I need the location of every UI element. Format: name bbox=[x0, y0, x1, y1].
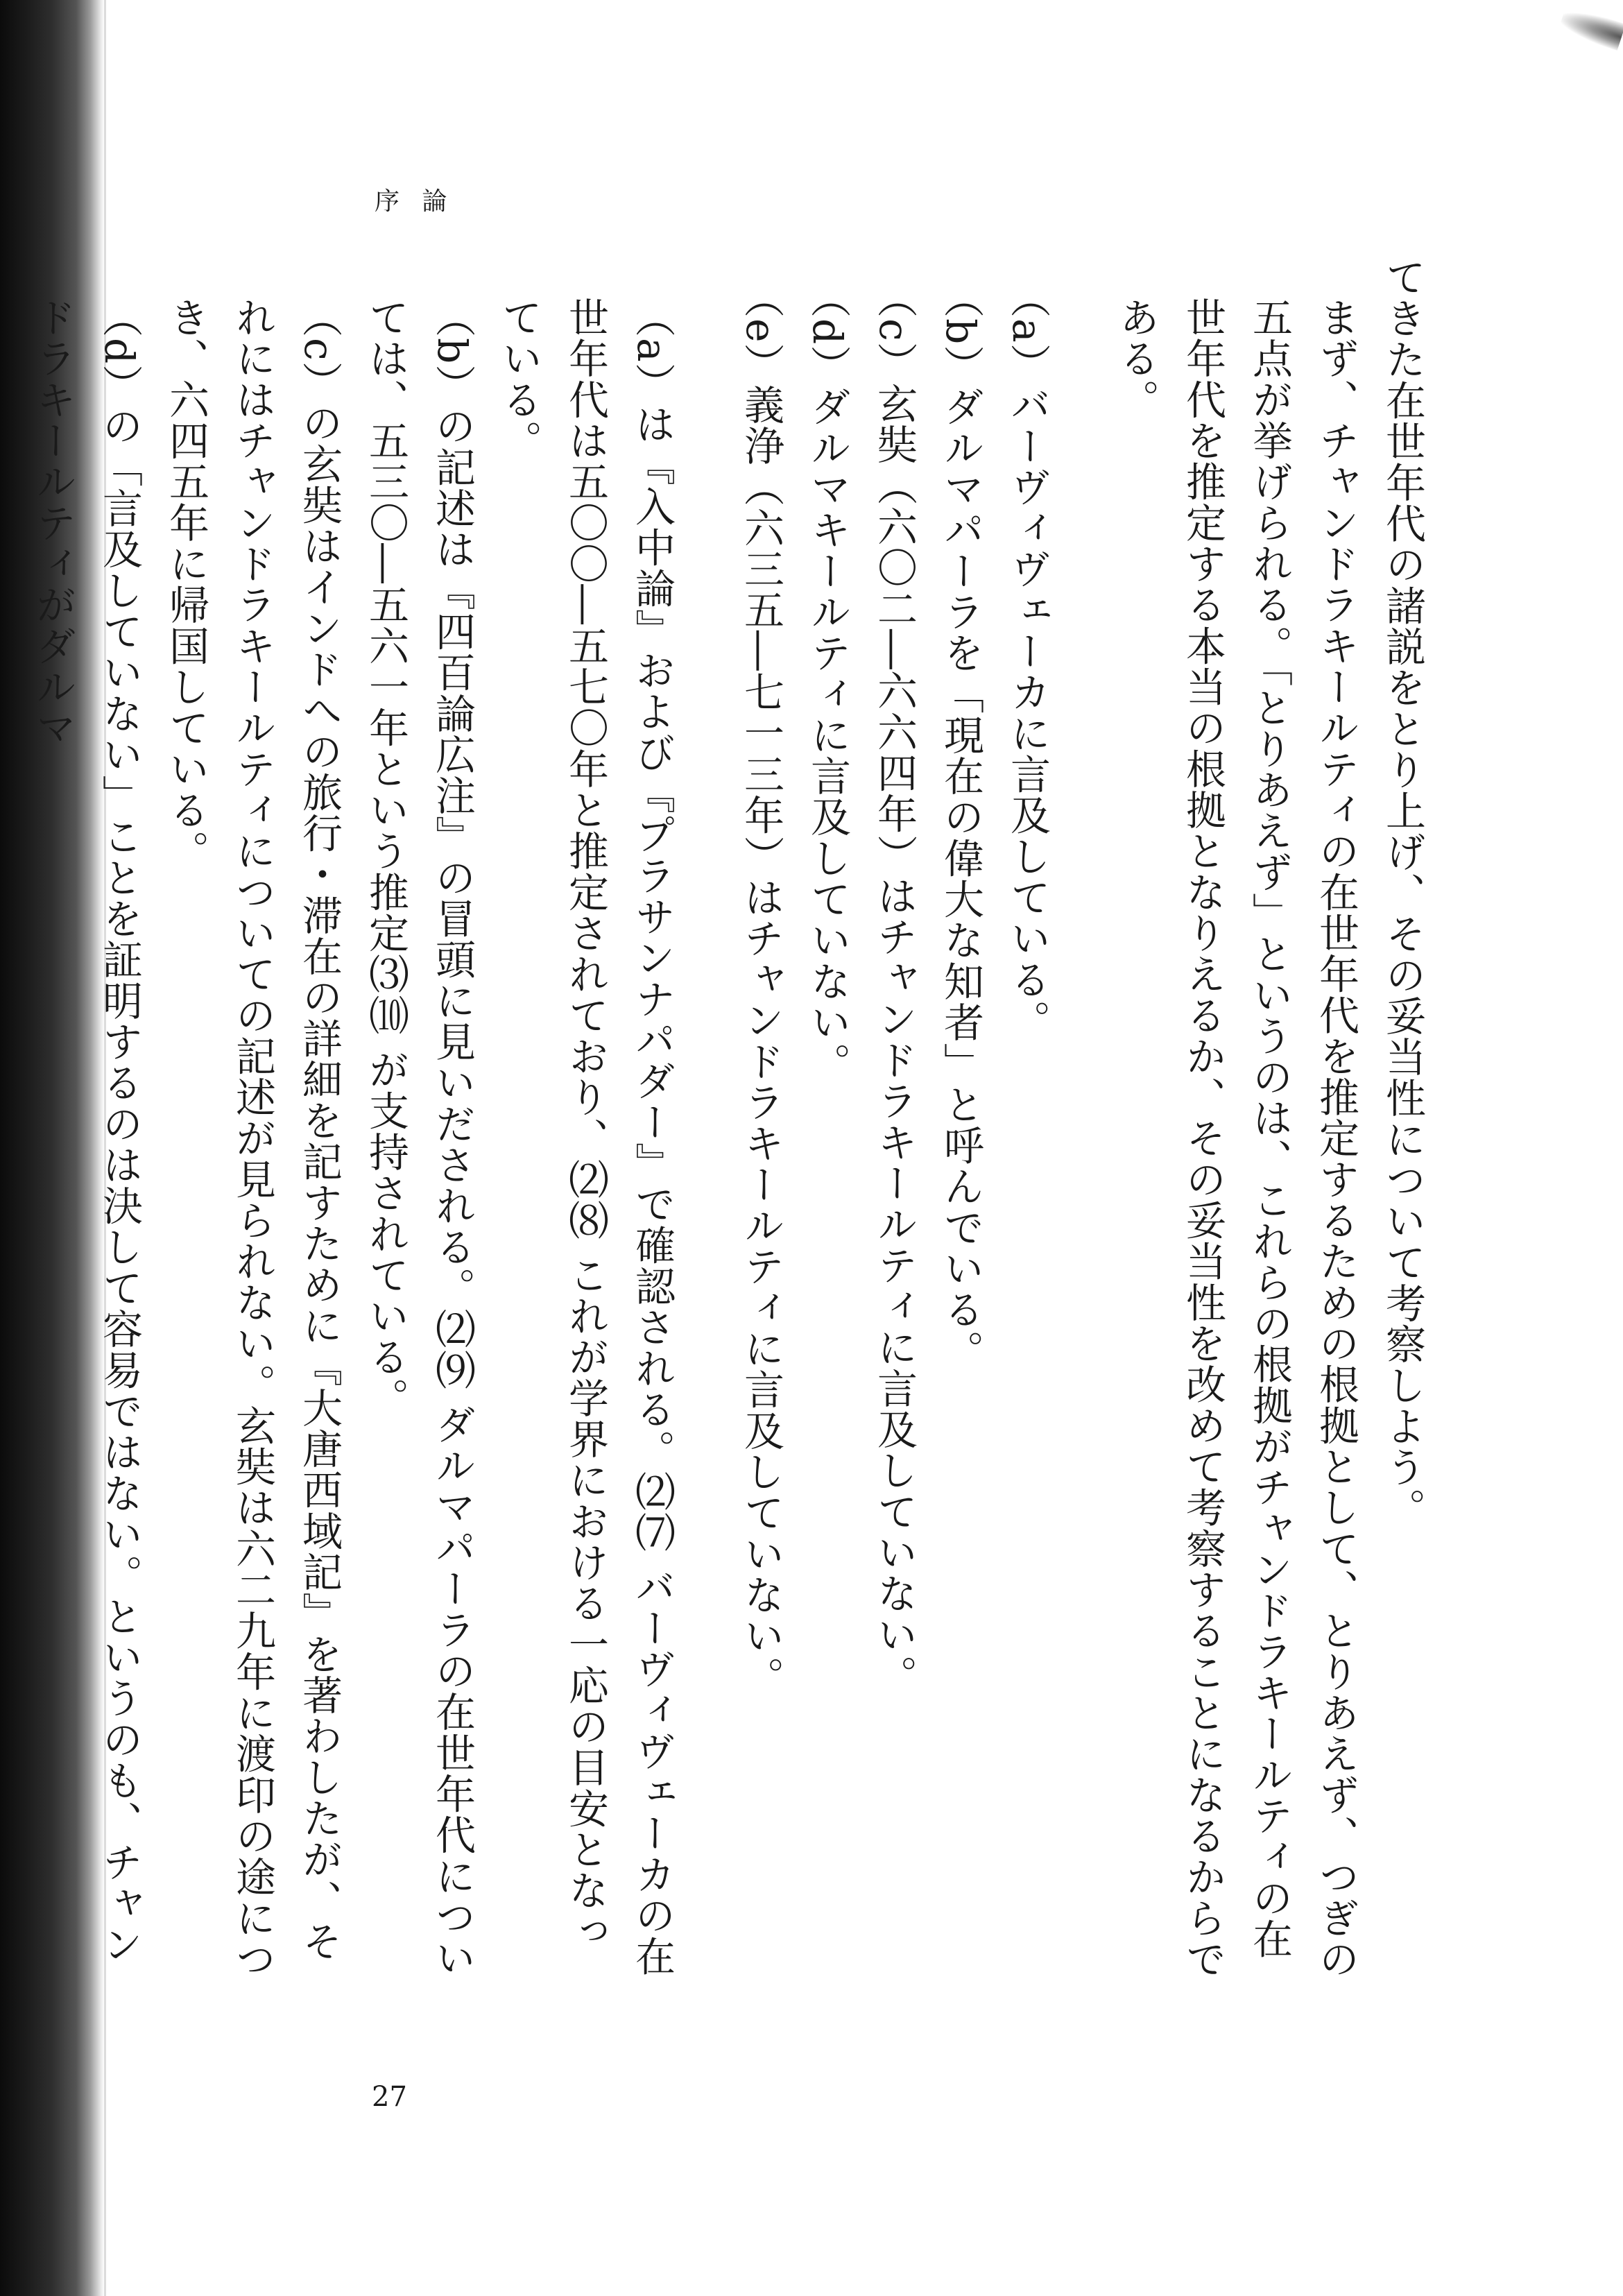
list-item-c: （c）玄奘（六〇二―六六四年）はチャンドラキールティに言及していない。 bbox=[870, 277, 918, 1697]
list-item-a: （a）バーヴィヴェーカに言及している。 bbox=[1004, 277, 1051, 1041]
list-item-b: （b）ダルマパーラを「現在の偉大な知者」と呼んでいる。 bbox=[937, 277, 984, 1371]
discussion-paragraph-b: （b）の記述は『四百論広注』の冒頭に見いだされる。⑵⑼ ダルマパーラの在世年代については、五三〇―五六一年という推定⑶⑽ が支持されている。 bbox=[362, 297, 476, 1979]
spacer bbox=[1102, 257, 1103, 1991]
list-item-d: （d）ダルマキールティに言及していない。 bbox=[804, 277, 851, 1084]
paragraph: てきた在世年代の諸説をとり上げ、その妥当性について考察しよう。 bbox=[1379, 257, 1426, 1529]
discussion-paragraph-c: （c）の玄奘はインドへの旅行・滞在の詳細を記すために『大唐西域記』を著わしたが、それにはチャンドラキールティについての記述が見られない。玄奘は六二九年に渡印の途につき、六四五年に帰国している。 bbox=[162, 297, 343, 1980]
discussion-paragraph-a: （a）は『入中論』および『プラサンナパダー』で確認される。⑵⑺ バーヴィヴェーカの在世年代は五〇〇―五七〇年と推定されており、⑵⑻ これが学界における一応の目安となっている。 bbox=[495, 297, 676, 1977]
vertical-text-body bbox=[29, 257, 1436, 1991]
paragraph: まず、チャンドラキールティの在世年代を推定するための根拠として、とりあえず、つぎの五点が挙げられる。「とりあえず」というのは、これらの根拠がチャンドラキールティの在世年代を推定する本当の根拠となりえるか、その妥当性を改めて考察することになるからである。 bbox=[1113, 297, 1359, 1980]
discussion-paragraph-d: （d）の「言及していない」ことを証明するのは決して容易ではない。というのも、チャンドラキールティがダルマ bbox=[29, 297, 143, 1965]
scan-corner-smudge bbox=[1558, 5, 1623, 51]
list-item-e: （e）義浄（六三五―七一三年）はチャンドラキールティに言及していない。 bbox=[737, 277, 784, 1697]
running-title: 序論 bbox=[375, 187, 470, 216]
page-number: 27 bbox=[372, 2081, 407, 2113]
